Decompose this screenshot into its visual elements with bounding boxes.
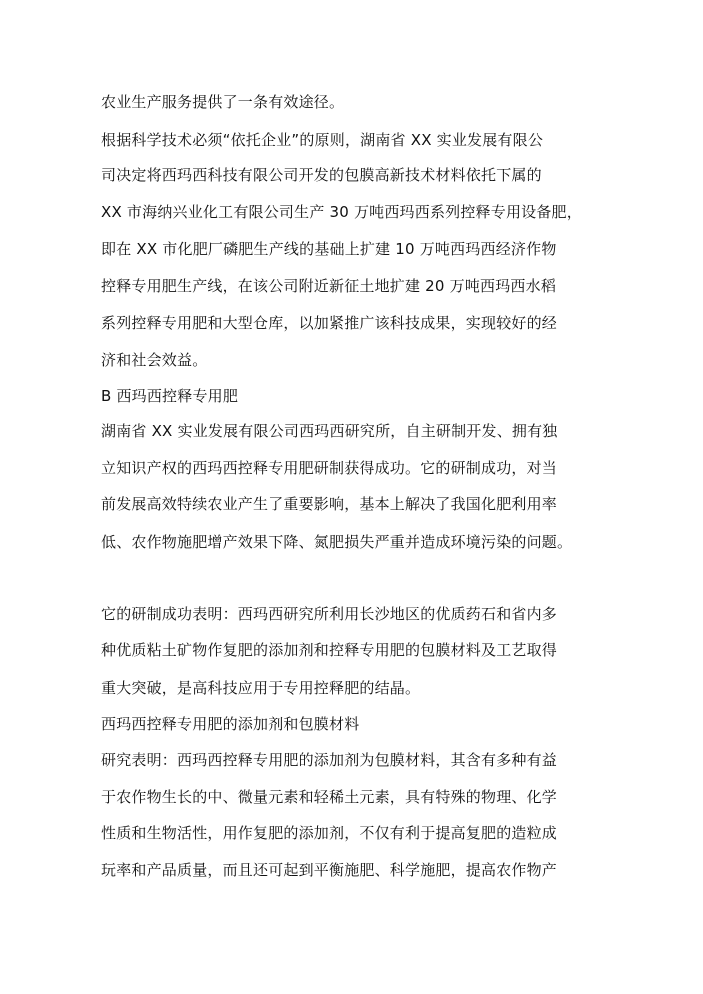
text-line: 性质和生物活性，用作复肥的添加剂，不仅有利于提高复肥的造粒成 (101, 824, 558, 842)
text-line: 控释专用肥生产线，在该公司附近新征土地扩建 20 万吨西玛西水稻 (101, 277, 557, 295)
section-heading: B 西玛西控释专用肥 (101, 387, 239, 405)
text-line: 湖南省 XX 实业发展有限公司西玛西研究所，自主研制开发、拥有独 (101, 422, 558, 440)
text-line: 司决定将西玛西科技有限公司开发的包膜高新技术材料依托下属的 (101, 166, 542, 184)
text-line: 根据科学技术必须“依托企业”的原则，湖南省 XX 实业发展有限公 (101, 131, 544, 149)
text-line: 重大突破，是高科技应用于专用控释肥的结晶。 (101, 679, 421, 697)
text-line: 它的研制成功表明：西玛西研究所利用长沙地区的优质药石和省内多 (101, 605, 558, 623)
text-line: 系列控释专用肥和大型仓库，以加紧推广该科技成果，实现较好的经 (101, 314, 558, 332)
text-line: 于农作物生长的中、微量元素和轻稀土元素，具有特殊的物理、化学 (101, 788, 558, 806)
text-line: 即在 XX 市化肥厂磷肥生产线的基础上扩建 10 万吨西玛西经济作物 (101, 240, 557, 258)
text-line: 农业生产服务提供了一条有效途径。 (101, 93, 345, 111)
text-line: XX 市海纳兴业化工有限公司生产 30 万吨西玛西系列控释专用设备肥， (101, 203, 582, 221)
text-line: 立知识产权的西玛西控释专用肥研制获得成功。它的研制成功，对当 (101, 459, 558, 477)
text-line: 种优质粘土矿物作复肥的添加剂和控释专用肥的包膜材料及工艺取得 (101, 641, 558, 659)
section-heading: 西玛西控释专用肥的添加剂和包膜材料 (101, 715, 360, 733)
text-line: 前发展高效特续农业产生了重要影响，基本上解决了我国化肥利用率 (101, 495, 558, 513)
text-line: 低、农作物施肥增产效果下降、氮肥损失严重并造成环境污染的问题。 (101, 533, 573, 551)
text-line: 研究表明：西玛西控释专用肥的添加剂为包膜材料，其含有多种有益 (101, 751, 558, 769)
text-line: 济和社会效益。 (101, 351, 208, 369)
text-line: 玩率和产品质量，而且还可起到平衡施肥、科学施肥，提高农作物产 (101, 861, 558, 879)
